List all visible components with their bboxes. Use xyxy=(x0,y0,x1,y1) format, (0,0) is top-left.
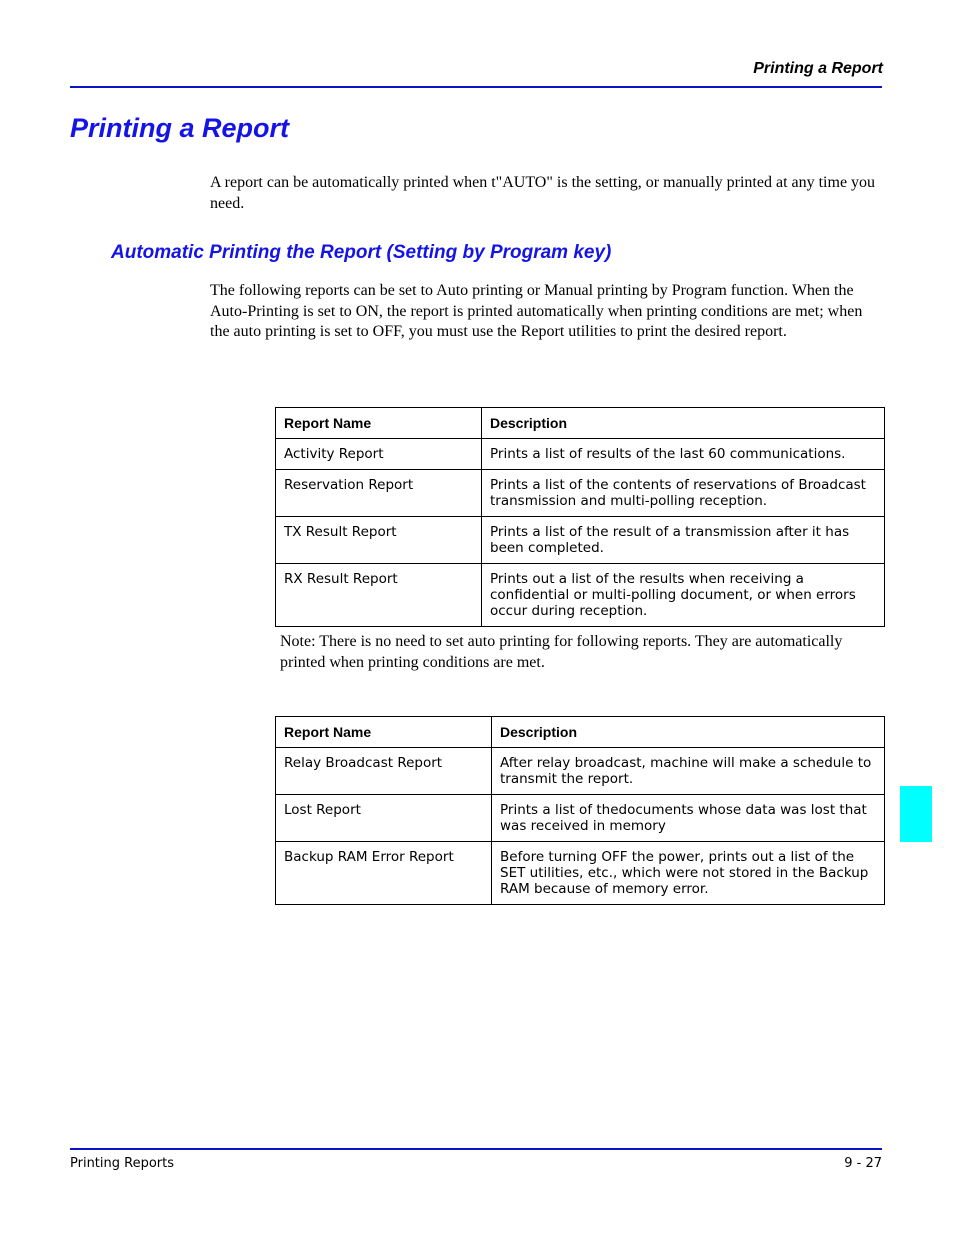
table-row xyxy=(276,470,885,517)
footer-rule xyxy=(70,1148,882,1150)
section-heading: Automatic Printing the Report (Setting by Program key) xyxy=(111,242,612,263)
report-name-cell: Activity Report xyxy=(276,439,482,470)
description-cell: Prints a list of results of the last 60 communications. xyxy=(482,439,885,470)
table-row xyxy=(276,795,885,842)
footer-page-number: 9 - 27 xyxy=(844,1156,882,1171)
table-header-row xyxy=(276,717,885,748)
table-header-row xyxy=(276,408,885,439)
description-cell: After relay broadcast, machine will make a schedule to transmit the report. xyxy=(492,748,885,795)
report-name-cell: Reservation Report xyxy=(276,470,482,517)
description-cell: Prints a list of the result of a transmission after it has been completed. xyxy=(482,517,885,564)
report-name-cell: RX Result Report xyxy=(276,564,482,627)
table-row xyxy=(276,564,885,627)
column-header-report-name: Report Name xyxy=(276,717,492,748)
column-header-report-name: Report Name xyxy=(276,408,482,439)
table-row xyxy=(276,517,885,564)
automatic-reports-table xyxy=(275,716,885,905)
column-header-description: Description xyxy=(482,408,885,439)
table-row xyxy=(276,439,885,470)
report-name-cell: Lost Report xyxy=(276,795,492,842)
note-paragraph: Note: There is no need to set auto printing for following reports. They are automatically printed when printing conditions are met. xyxy=(280,633,843,671)
auto-print-reports-table xyxy=(275,407,885,627)
description-cell: Before turning OFF the power, prints out a list of the SET utilities, etc., which were not stored in the Backup RAM because of memory error. xyxy=(492,842,885,905)
footer-chapter-title: Printing Reports xyxy=(70,1156,175,1171)
report-name-cell: Relay Broadcast Report xyxy=(276,748,492,795)
description-cell: Prints out a list of the results when receiving a confidential or multi-polling document, or when errors occur during reception. xyxy=(482,564,885,627)
description-cell: Prints a list of the contents of reservations of Broadcast transmission and multi-polling reception. xyxy=(482,470,885,517)
running-header-title: Printing a Report xyxy=(753,60,883,77)
column-header-description: Description xyxy=(492,717,885,748)
chapter-side-tab xyxy=(900,786,932,842)
section-paragraph: The following reports can be set to Auto printing or Manual printing by Program function. When the Auto-Printing is set to ON, the report is printed automatically when printing conditions are met; when the auto printing is set to OFF, you must use the Report utilities to print the desired report. xyxy=(210,282,863,340)
header-rule xyxy=(70,86,882,88)
table-row xyxy=(276,748,885,795)
page-title: Printing a Report xyxy=(70,113,290,143)
report-name-cell: TX Result Report xyxy=(276,517,482,564)
intro-paragraph: A report can be automatically printed when t"AUTO" is the setting, or manually printed at any time you need. xyxy=(210,174,876,212)
table-row xyxy=(276,842,885,905)
description-cell: Prints a list of thedocuments whose data was lost that was received in memory xyxy=(492,795,885,842)
report-name-cell: Backup RAM Error Report xyxy=(276,842,492,905)
